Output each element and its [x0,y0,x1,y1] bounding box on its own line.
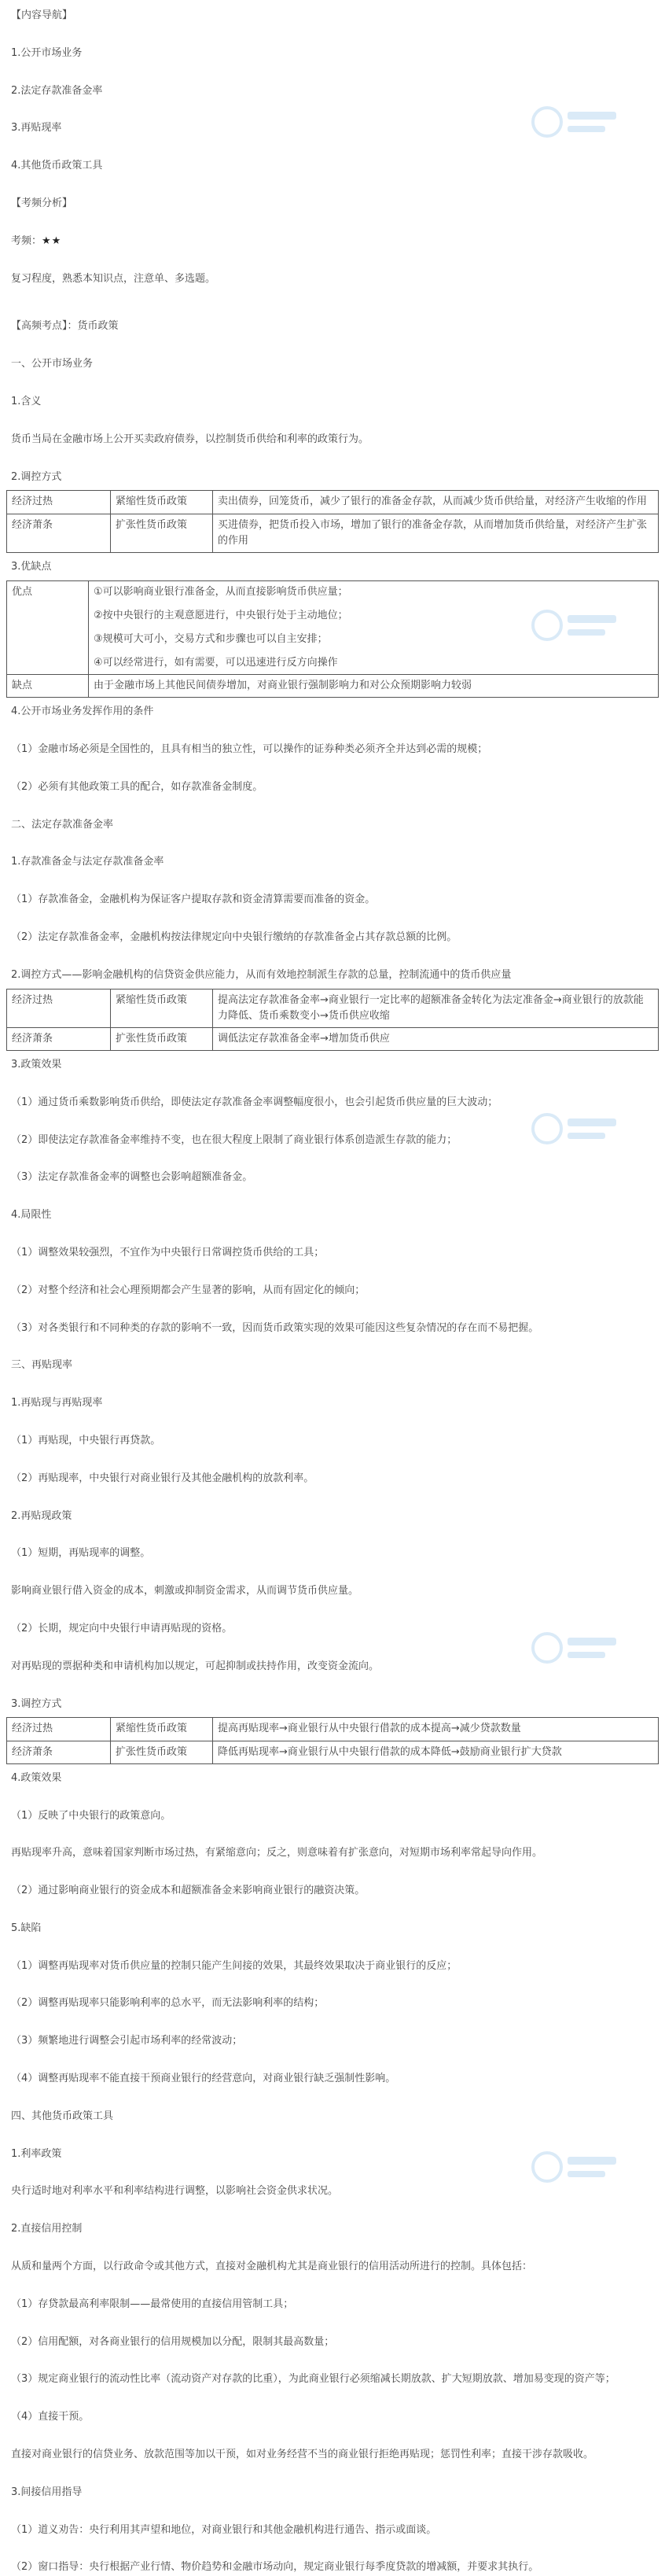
subheading: 3.优缺点 [11,560,52,573]
list-item: （2）窗口指导：央行根据产业行情、物价趋势和金融市场动向，规定商业银行每季度贷款的增减额，并要求其执行。 [11,2561,539,2574]
section-title: 三、再贴现率 [11,1359,73,1372]
list-item: （4）调整再贴现率不能直接干预商业银行的经营意向，对商业银行缺乏强制性影响。 [11,2073,396,2085]
list-item: （3）法定存款准备金率的调整也会影响超额准备金。 [11,1171,253,1184]
list-item: ①可以影响商业银行准备金，从而直接影响货币供应量； [94,585,348,598]
subheading: 2.再贴现政策 [11,1509,72,1522]
table-cell: 降低再贴现率→商业银行从中央银行借款的成本降低→鼓励商业银行扩大贷款 [213,1741,659,1763]
pros-list [89,580,659,675]
subheading: 5.缺陷 [11,1922,42,1934]
nav-header: 【内容导航】 [11,9,73,21]
table-row [7,514,659,552]
nav-item-4: 4.其他货币政策工具 [11,160,103,172]
nav-item-3: 3.再贴现率 [11,122,62,135]
table-cell: 扩张性货币政策 [111,514,213,552]
subheading: 4.局限性 [11,1209,52,1222]
table-cell: 经济萧条 [7,514,111,552]
table-cell: 紧缩性货币政策 [111,1718,213,1741]
list-item: （3）规定商业银行的流动性比率（流动资产对存款的比重），为此商业银行必须缩减长期放款、扩大短期放款、增加易变现的资产等； [11,2373,615,2386]
table-cell: 经济过热 [7,491,111,514]
open-market-table [6,490,659,552]
subheading: 3.调控方式 [11,1697,62,1710]
frequency-label: 考频： [11,234,42,247]
subheading: 1.含义 [11,395,42,407]
list-item: （1）存贷款最高利率限制——最常使用的直接信用管制工具； [11,2298,294,2310]
table-row [7,491,659,514]
list-item: （1）短期，再贴现率的调整。 [11,1547,151,1560]
list-item: （1）通过货币乘数影响货币供给，即使法定存款准备金率调整幅度很小，也会引起货币供应量的巨大波动； [11,1096,498,1108]
section-title: 二、法定存款准备金率 [11,818,114,831]
table-cell: 调低法定存款准备金率→增加货币供应 [213,1027,659,1050]
subheading: 1.存款准备金与法定存款准备金率 [11,856,164,868]
list-item: （1）调整再贴现率对货币供应量的控制只能产生间接的效果，其最终效果取决于商业银行的反应； [11,1959,457,1972]
list-item: （1）再贴现，中央银行再贷款。 [11,1435,161,1447]
paragraph: 央行适时地对利率水平和利率结构进行调整，以影响社会资金供求状况。 [11,2185,339,2198]
section-title: 四、其他货币政策工具 [11,2110,114,2122]
table-cell: 经济萧条 [7,1741,111,1763]
list-item: （2）通过影响商业银行的资金成本和超额准备金来影响商业银行的融资决策。 [11,1885,366,1897]
table-row [7,989,659,1027]
table-row [7,1718,659,1741]
section-title: 一、公开市场业务 [11,358,94,370]
list-item: （1）反映了中央银行的政策意向。 [11,1809,171,1822]
subheading: 2.调控方式 [11,470,62,483]
table-cell: 经济萧条 [7,1027,111,1050]
subheading: 3.政策效果 [11,1059,62,1071]
list-item: （1）金融市场必须是全国性的，且具有相当的独立性，可以操作的证券种类必须齐全并达到必需的规模； [11,743,488,756]
table-cell: 紧缩性货币政策 [111,491,213,514]
list-item: （2）信用配额，对各商业银行的信用规模加以分配，限制其最高数量； [11,2335,335,2348]
table-cell: 买进债券，把货币投入市场，增加了银行的准备金存款，从而增加货币供给量，对经济产生扩张的作用 [213,514,659,552]
list-item: （1）存款准备金，金融机构为保证客户提取存款和资金清算需要而准备的资金。 [11,894,376,906]
table-cell: 紧缩性货币政策 [111,989,213,1027]
rediscount-table [6,1717,659,1763]
paragraph: 从质和量两个方面，以行政命令或其他方式，直接对金融机构尤其是商业银行的信用活动所进行的控制。具体包括： [11,2261,533,2273]
subheading: 4.政策效果 [11,1771,62,1784]
nav-item-2: 2.法定存款准备金率 [11,84,103,97]
paragraph: 影响商业银行借入资金的成本，刺激或抑制资金需求，从而调节货币供应量。 [11,1585,359,1598]
table-cell: 扩张性货币政策 [111,1027,213,1050]
frequency-line [6,234,659,250]
table-row [7,1741,659,1763]
list-item: （2）即使法定存款准备金率维持不变，也在很大程度上限制了商业银行体系创造派生存款的能力； [11,1133,457,1146]
table-cell: 经济过热 [7,989,111,1027]
list-item: （2）法定存款准备金率，金融机构按法律规定向中央银行缴纳的存款准备金占其存款总额的比例。 [11,931,457,944]
subheading: 4.公开市场业务发挥作用的条件 [11,706,154,718]
pros-cons-table [6,580,659,698]
subheading: 3.间接信用指导 [11,2486,83,2498]
subheading: 1.再贴现与再贴现率 [11,1397,103,1410]
cons-text: 由于金融市场上其他民间债券增加，对商业银行强制影响力和对公众预期影响力较弱 [89,675,659,698]
list-item: ④可以经常进行，如有需要，可以迅速进行反方向操作 [94,657,338,669]
table-row [7,1027,659,1050]
table-row [7,675,659,698]
table-cell: 提高再贴现率→商业银行从中央银行借款的成本提高→减少贷款数量 [213,1718,659,1741]
list-item: （4）直接干预。 [11,2411,90,2423]
table-cell: 卖出债券，回笼货币，减少了银行的准备金存款，从而减少货币供给量，对经济产生收缩的作用 [213,491,659,514]
list-item: （1）调整效果较强烈，不宜作为中央银行日常调控货币供给的工具； [11,1247,325,1259]
list-item: （2）必须有其他政策工具的配合，如存款准备金制度。 [11,780,263,793]
table-cell: 提高法定存款准备金率→商业银行一定比率的超额准备金转化为法定准备金→商业银行的放款能力降低、货币乘数变小→货币供应收缩 [213,989,659,1027]
paragraph: 再贴现率升高，意味着国家判断市场过热，有紧缩意向；反之，则意味着有扩张意向，对短期市场利率常起导向作用。 [11,1847,543,1859]
table-cell: 扩张性货币政策 [111,1741,213,1763]
pros-label: 优点 [7,580,89,675]
paragraph: 直接对商业银行的信贷业务、放款范围等加以干预，如对业务经营不当的商业银行拒绝再贴现；惩罚性利率；直接干涉存款吸收。 [11,2449,594,2461]
list-item: （3）对各类银行和不同种类的存款的影响不一致，因而货币政策实现的效果可能因这些复杂情况的存在而不易把握。 [11,1321,539,1334]
table-cell: 经济过热 [7,1718,111,1741]
paragraph: 对再贴现的票据种类和申请机构加以规定，可起抑制或扶持作用，改变资金流向。 [11,1660,380,1672]
list-item: （2）再贴现率，中央银行对商业银行及其他金融机构的放款利率。 [11,1472,314,1484]
table-row [7,580,659,675]
list-item: （2）长期，规定向中央银行申请再贴现的资格。 [11,1623,233,1635]
subheading: 2.调控方式——影响金融机构的信贷资金供应能力，从而有效地控制派生存款的总量，控制流通中的货币供应量 [11,968,512,981]
star-rating: ★★ [42,234,62,247]
focus-header: 【高频考点】：货币政策 [11,320,119,333]
list-item: ③规模可大可小，交易方式和步骤也可以自主安排； [94,632,328,645]
list-item: （3）频繁地进行调整会引起市场利率的经常波动； [11,2035,243,2047]
reserve-ratio-table [6,989,659,1051]
review-level: 复习程度，熟悉本知识点，注意单、多选题。 [11,272,216,285]
subheading: 2.直接信用控制 [11,2223,83,2235]
cons-label: 缺点 [7,675,89,698]
list-item: （2）调整再贴现率只能影响利率的总水平，而无法影响利率的结构； [11,1997,325,2010]
paragraph: 货币当局在金融市场上公开买卖政府债券，以控制货币供给和利率的政策行为。 [11,433,369,445]
list-item: ②按中央银行的主观意愿进行，中央银行处于主动地位； [94,609,348,621]
list-item: （1）道义劝告：央行利用其声望和地位，对商业银行和其他金融机构进行通告、指示或面谈。 [11,2523,437,2536]
nav-item-1: 1.公开市场业务 [11,46,83,59]
analysis-header: 【考频分析】 [11,197,73,209]
list-item: （2）对整个经济和社会心理预期都会产生显著的影响，从而有固定化的倾向； [11,1284,366,1296]
subheading: 1.利率政策 [11,2147,62,2160]
